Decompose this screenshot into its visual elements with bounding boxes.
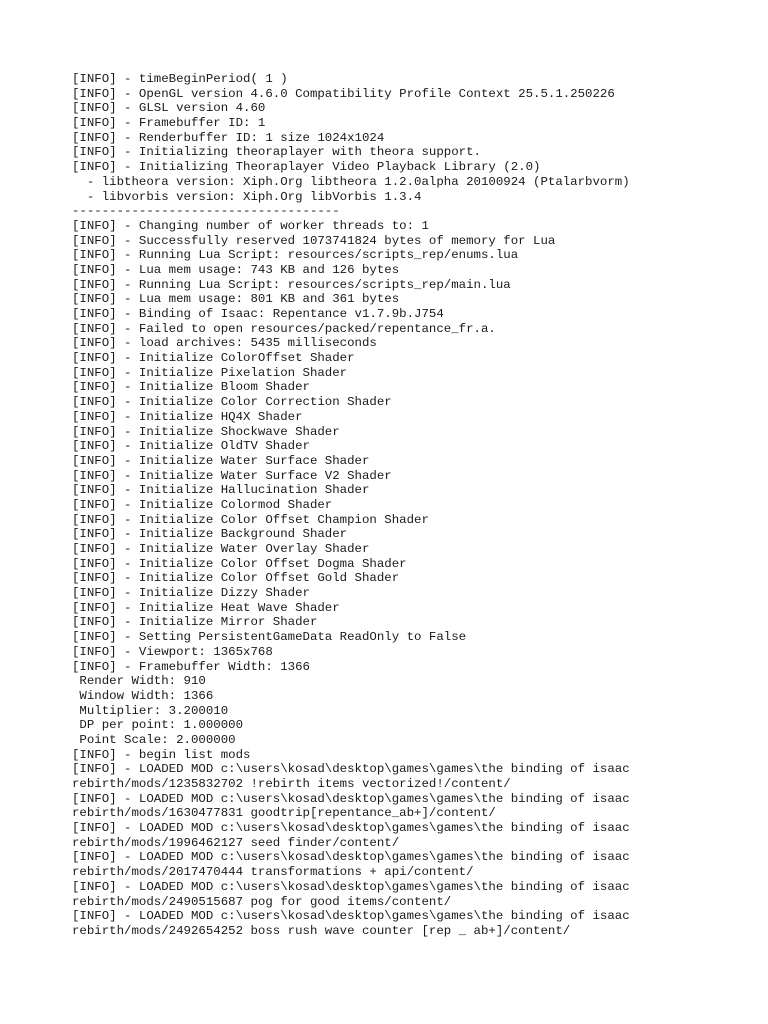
log-line: [INFO] - LOADED MOD c:\users\kosad\desktop\games\games\the binding of isaac [72, 791, 630, 806]
log-line: Window Width: 1366 [72, 688, 214, 703]
log-line: ------------------------------------ [72, 204, 340, 219]
log-line: rebirth/mods/1235832702 !rebirth items vectorized!/content/ [72, 777, 511, 791]
log-line: [INFO] - Initialize Color Offset Gold Shader [72, 571, 400, 586]
log-line: [INFO] - LOADED MOD c:\users\kosad\desktop\games\games\the binding of isaac [72, 762, 630, 777]
log-line: [INFO] - Framebuffer ID: 1 [72, 116, 266, 131]
log-line: [INFO] - Initialize Pixelation Shader [72, 365, 348, 380]
log-line: rebirth/mods/2490515687 pog for good items/content/ [72, 894, 452, 909]
log-line: [INFO] - Failed to open resources/packed/repentance_fr.a. [72, 321, 496, 336]
log-line: - libtheora version: Xiph.Org libtheora 1.2.0alpha 20100924 (Ptalarbvorm) [72, 174, 630, 189]
log-line: [INFO] - Framebuffer Width: 1366 [72, 659, 310, 674]
log-line: [INFO] - Running Lua Script: resources/scripts_rep/enums.lua [72, 248, 519, 263]
log-line: rebirth/mods/1630477831 goodtrip[repentance_ab+]/content/ [72, 806, 496, 821]
log-line: [INFO] - LOADED MOD c:\users\kosad\desktop\games\games\the binding of isaac [72, 879, 630, 894]
log-line: [INFO] - Initialize Dizzy Shader [72, 586, 310, 601]
log-line: [INFO] - Initialize Background Shader [72, 527, 348, 542]
log-line: [INFO] - LOADED MOD c:\users\kosad\desktop\games\games\the binding of isaac [72, 821, 630, 836]
log-line: [INFO] - Initialize Color Offset Champion Shader [72, 512, 429, 527]
log-line: [INFO] - LOADED MOD c:\users\kosad\desktop\games\games\the binding of isaac [72, 909, 630, 924]
log-line: Render Width: 910 [72, 674, 206, 689]
log-line: rebirth/mods/2492654252 boss rush wave counter [rep _ ab+]/content/ [72, 923, 571, 938]
log-line: [INFO] - begin list mods [72, 747, 251, 762]
log-line: [INFO] - Initialize Mirror Shader [72, 615, 318, 630]
log-line: [INFO] - Running Lua Script: resources/scripts_rep/main.lua [72, 277, 511, 292]
log-line: [INFO] - Initialize Heat Wave Shader [72, 600, 340, 615]
log-line: [INFO] - Lua mem usage: 801 KB and 361 bytes [72, 292, 400, 307]
log-document [72, 72, 732, 939]
log-line: Point Scale: 2.000000 [72, 732, 236, 747]
log-line: - libvorbis version: Xiph.Org libVorbis 1.3.4 [72, 189, 422, 204]
log-line: [INFO] - Initialize Color Correction Shader [72, 395, 392, 410]
log-line: [INFO] - Initialize Water Surface V2 Shader [72, 468, 392, 483]
log-line: [INFO] - Initializing Theoraplayer Video Playback Library (2.0) [72, 160, 541, 175]
log-line: [INFO] - Initialize Shockwave Shader [72, 424, 340, 439]
log-line: [INFO] - Initialize Bloom Shader [72, 380, 310, 395]
log-line: [INFO] - Successfully reserved 1073741824 bytes of memory for Lua [72, 233, 556, 248]
log-line: rebirth/mods/2017470444 transformations + api/content/ [72, 865, 474, 880]
log-line: [INFO] - Renderbuffer ID: 1 size 1024x1024 [72, 130, 385, 145]
log-line: [INFO] - Lua mem usage: 743 KB and 126 bytes [72, 262, 400, 277]
log-line: [INFO] - Initialize Water Surface Shader [72, 453, 370, 468]
log-line: [INFO] - LOADED MOD c:\users\kosad\desktop\games\games\the binding of isaac [72, 850, 630, 865]
log-line: [INFO] - Initialize Water Overlay Shader [72, 542, 370, 556]
log-line: [INFO] - Initialize Colormod Shader [72, 497, 333, 512]
log-line: [INFO] - Setting PersistentGameData ReadOnly to False [72, 630, 467, 645]
log-line: [INFO] - Initializing theoraplayer with theora support. [72, 145, 481, 160]
log-line: [INFO] - Viewport: 1365x768 [72, 644, 273, 659]
log-line: [INFO] - load archives: 5435 milliseconds [72, 336, 377, 351]
log-line: DP per point: 1.000000 [72, 718, 244, 733]
log-line: [INFO] - Binding of Isaac: Repentance v1.7.9b.J754 [72, 307, 444, 321]
log-line: Multiplier: 3.200010 [72, 703, 229, 718]
log-line: rebirth/mods/1996462127 seed finder/content/ [72, 835, 400, 850]
log-line: [INFO] - timeBeginPeriod( 1 ) [72, 72, 288, 86]
log-line: [INFO] - Initialize Color Offset Dogma Shader [72, 556, 407, 571]
log-line: [INFO] - OpenGL version 4.6.0 Compatibility Profile Context 25.5.1.250226 [72, 86, 615, 101]
log-line: [INFO] - Initialize OldTV Shader [72, 439, 310, 454]
log-line: [INFO] - GLSL version 4.60 [72, 101, 266, 116]
log-line: [INFO] - Initialize Hallucination Shader [72, 483, 370, 498]
log-line: [INFO] - Initialize ColorOffset Shader [72, 351, 355, 366]
log-line: [INFO] - Initialize HQ4X Shader [72, 409, 303, 424]
log-line: [INFO] - Changing number of worker threads to: 1 [72, 218, 429, 233]
